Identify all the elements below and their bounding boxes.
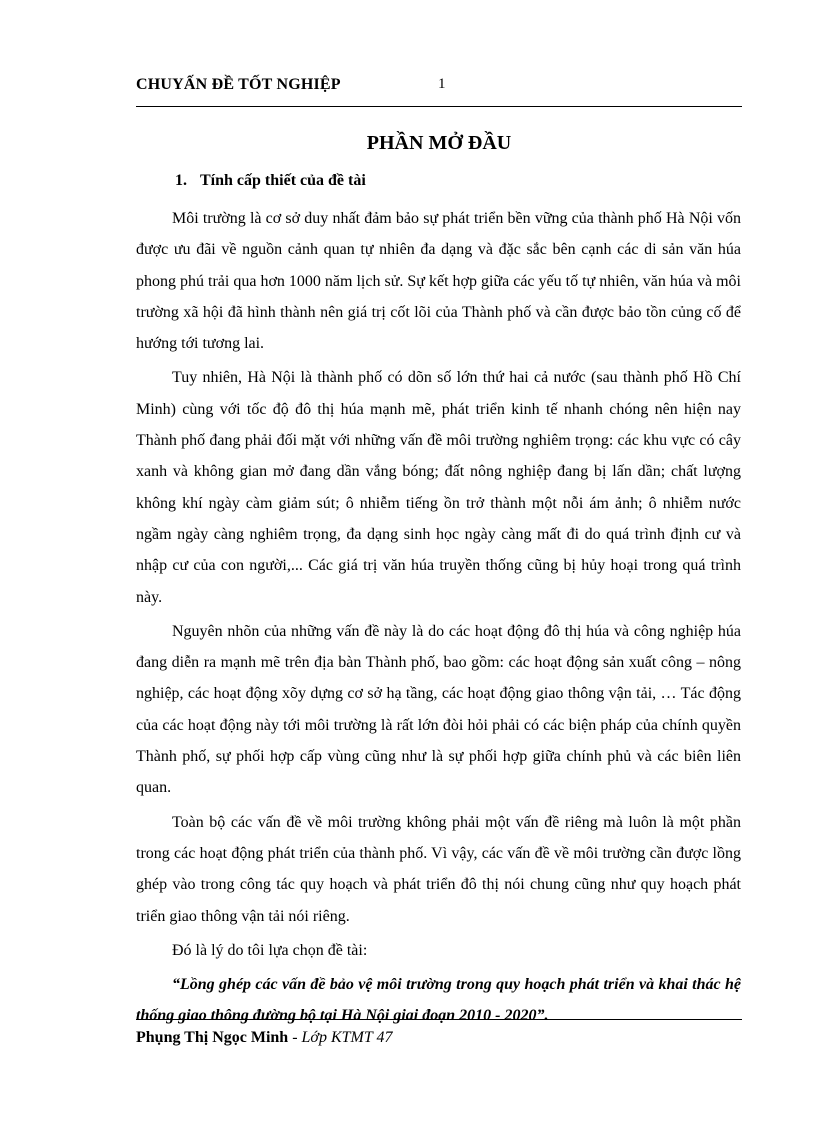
header-title: CHUYẤN ĐỀ TỐT NGHIỆP <box>136 76 341 93</box>
paragraph: Môi trường là cơ sở duy nhất đảm bảo sự phát triển bền vững của thành phố Hà Nội vốn được ưu đãi về nguồn cảnh quan tự nhiên đa dạng và đặc sắc bên cạnh các di sản văn húa phong phú trải qua hơn 1000 năm lịch sử. Sự kết hợp giữa các yếu tố tự nhiên, văn húa và môi trường xã hội đã hình thành nên giá trị cốt lõi của Thành phố và cần được bảo tồn củng cố để hướng tới tương lai. <box>136 210 741 353</box>
footer-divider <box>136 1019 742 1020</box>
paragraph: Đó là lý do tôi lựa chọn đề tài: <box>172 941 368 959</box>
body-text <box>136 203 741 1035</box>
paragraph: Tuy nhiên, Hà Nội là thành phố có dõn số lớn thứ hai cả nước (sau thành phố Hồ Chí Minh) cùng với tốc độ đô thị húa mạnh mẽ, phát triển kinh tế nhanh chóng nên hiện nay Thành phố đang phải đối mặt với những vấn đề môi trường nghiêm trọng: các khu vực có cây xanh và không gian mở đang dần vắng bóng; đất nông nghiệp đang bị lấn dần; chất lượng không khí ngày càm giảm sút; ô nhiễm tiếng ồn trở thành một nỗi ám ảnh; ô nhiễm nước ngầm ngày càng nghiêm trọng, đa dạng sinh học ngày càng mất đi do quá trình định cư và nhập cư của con người,... Các giá trị văn húa truyền thống cũng bị hủy hoại trong quá trình này. <box>136 369 741 606</box>
page-header <box>136 76 742 106</box>
topic-quote: “Lồng ghép các vấn đề bảo vệ môi trường trong quy hoạch phát triển và khai thác hệ thống giao thông đường bộ tại Hà Nội giai đoạn 2010 - 2020”. <box>136 976 741 1025</box>
subsection-title: Tính cấp thiết của đề tài <box>200 172 366 189</box>
subsection-number: 1. <box>175 172 187 189</box>
paragraph: Nguyên nhõn của những vấn đề này là do các hoạt động đô thị húa và công nghiệp húa đang diễn ra mạnh mẽ trên địa bàn Thành phố, bao gồm: các hoạt động sản xuất công – nông nghiệp, các hoạt động xõy dựng cơ sở hạ tầng, các hoạt động giao thông vận tải, … Tác động của các hoạt động này tới môi trường là rất lớn đòi hỏi phải có các biện pháp của chính quyền Thành phố, sự phối hợp cấp vùng cũng như là sự phối hợp giữa chính phủ và các biên liên quan. <box>136 622 741 797</box>
page-footer <box>136 1029 392 1047</box>
footer-separator: - <box>288 1029 302 1046</box>
paragraph: Toàn bộ các vấn đề về môi trường không phải một vấn đề riêng mà luôn là một phần trong các hoạt động phát triển của thành phố. Vì vậy, các vấn đề về môi trường cần được lồng ghép vào trong công tác quy hoạch và phát triển đô thị nói chung cũng như quy hoạch phát triển giao thông vận tải nói riêng. <box>136 813 741 925</box>
footer-class: Lớp KTMT 47 <box>301 1029 393 1046</box>
page-number: 1 <box>438 76 446 92</box>
header-divider <box>136 106 742 107</box>
section-title: PHẦN MỞ ĐẦU <box>366 132 512 154</box>
subsection-heading <box>175 172 366 190</box>
footer-author: Phụng Thị Ngọc Minh <box>136 1029 289 1046</box>
